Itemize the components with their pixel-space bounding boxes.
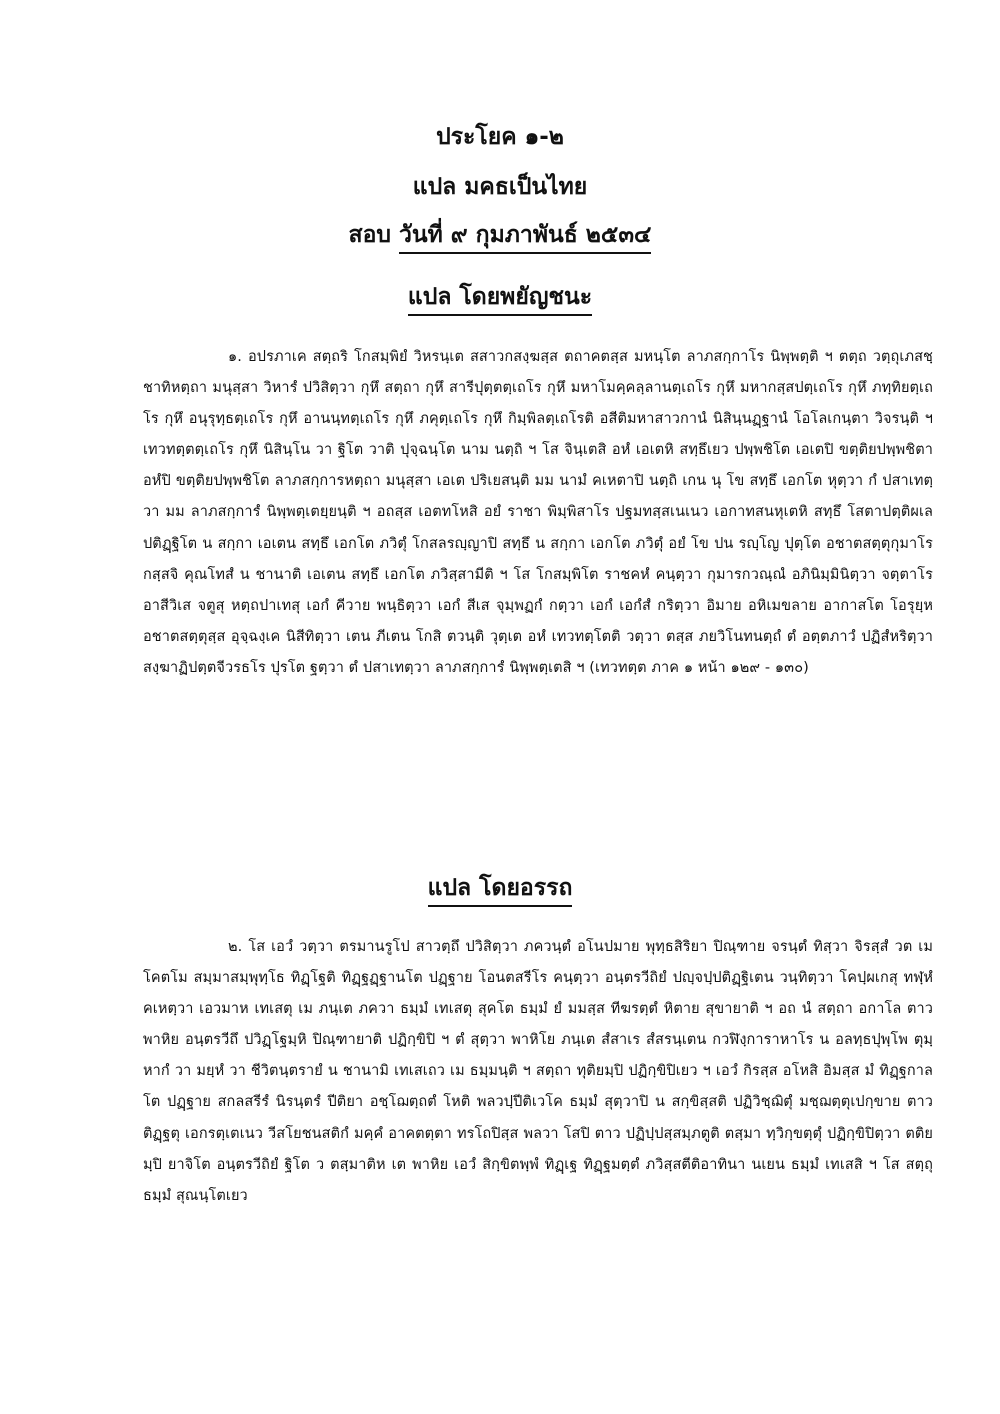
exam-date-prefix: สอบ (348, 222, 391, 248)
exam-date-heading (0, 220, 1000, 254)
section-title-literal: แปล โดยพยัญชนะ (0, 282, 1000, 316)
section-title-meaning: แปล โดยอรรถ (0, 873, 1000, 907)
exam-subject-heading: แปล มคธเป็นไทย (412, 174, 588, 200)
exam-date-value: วันที่ ๙ กุมภาพันธ์ ๒๕๓๔ (399, 220, 651, 254)
passage-1: ๑. อปรภาเค สตฺถริ โกสมฺพิยํ วิหรนฺเต สสาวกสงฺฆสฺส ตถาคตสฺส มหนฺโต ลาภสกฺกาโร นิพฺพตฺติ ฯ ตตฺถ วตฺถุเภสชฺชาทิหตฺถา มนุสฺสา วิหารํ ปวิสิตฺวา กุหึ สตฺถา กุหึ สารีปุตฺตตฺเถโร กุหึ มหาโมคฺคลฺลานตฺเถโร กุหึ มหากสฺสปตฺเถโร กุหึ ภทฺทิยตฺเถโร กุหึ อนุรุทฺธตฺเถโร กุหึ อานนฺทตฺเถโร กุหึ ภคุตฺเถโร กุหึ กิมฺพิลตฺเถโรติ อสีติมหาสาวกานํ นิสินฺนฏฺฐานํ โอโลเกนฺตา วิจรนฺติ ฯ เทวทตฺตตฺเถโร กุหึ นิสินฺโน วา ฐิโต วาติ ปุจฺฉนฺโต นาม นตฺถิ ฯ โส จินฺเตสิ อหํ เอเตหิ สทฺธึเยว ปพฺพชิโต เอเตปิ ขตฺติยปพฺพชิตา อหํปิ ขตฺติยปพฺพชิโต ลาภสกฺการหตฺถา มนุสฺสา เอเต ปริเยสนฺติ มม นามํ คเหตาปิ นตฺถิ เกน นุ โข สทฺธึ เอกโต หุตฺวา กํ ปสาเทตฺวา มม ลาภสกฺการํ นิพฺพตฺเตยฺยนฺติ ฯ อถสฺส เอตทโหสิ อยํ ราชา พิมฺพิสาโร ปฐมทสฺสเนเนว เอกาทสนหุเตหิ สทฺธึ โสตาปตฺติผเล ปติฏฺฐิโต น สกฺกา เอเตน สทฺธึ เอกโต ภวิตุํ โกสลรญฺญาปิ สทฺธึ น สกฺกา เอกโต ภวิตุํ อยํ โข ปน รญฺโญ ปุตฺโต อชาตสตฺตุกุมาโร กสฺสจิ คุณโทสํ น ชานาติ เอเตน สทฺธึ เอกโต ภวิสฺสามีติ ฯ โส โกสมฺพิโต ราชคหํ คนฺตฺวา กุมารกวณฺณํ อภินิมฺมินิตฺวา จตฺตาโร อาสีวิเส จตูสุ หตฺถปาเทสุ เอกํ คีวาย พนฺธิตฺวา เอกํ สีเส จุมฺพฏกํ กตฺวา เอกํ เอกํสํ กริตฺวา อิมาย อหิเมขลาย อากาสโต โอรุยฺห อชาตสตฺตุสฺส อุจฺฉงฺเค นิสีทิตฺวา เตน ภีเตน โกสิ ตวนฺติ วุตฺเต อหํ เทวทตฺโตติ วตฺวา ตสฺส ภยวิโนทนตฺถํ ตํ อตฺตภาวํ ปฏิสํหริตฺวา สงฺฆาฏิปตฺตจีวรธโร ปุรโต ฐตฺวา ตํ ปสาเทตฺวา ลาภสกฺการํ นิพฺพตฺเตสิ ฯ (เทวทตฺต ภาค ๑ หน้า ๑๒๙ - ๑๓๐) (143, 349, 934, 676)
passage-2: ๒. โส เอวํ วตฺวา ตรมานรูโป สาวตฺถึ ปวิสิตฺวา ภควนฺตํ อโนปมาย พุทฺธสิริยา ปิณฺฑาย จรนฺตํ ทิสฺวา จิรสฺสํ วต เม โคตโม สมฺมาสมฺพุทฺโธ ทิฏฺโฐติ ทิฏฺฐฏฺฐานโต ปฏฺฐาย โอนตสรีโร คนฺตฺวา อนฺตรวีถิยํ ปญฺจปฺปติฏฺฐิเตน วนฺทิตฺวา โคปฺผเกสุ ทฬฺหํ คเหตฺวา เอวมาห เทเสตุ เม ภนฺเต ภควา ธมฺมํ เทเสตุ สุคโต ธมฺมํ ยํ มมสฺส ทีฆรตฺตํ หิตาย สุขายาติ ฯ อถ นํ สตฺถา อกาโล ตาว พาหิย อนฺตรวีถึ ปวิฏฺโฐมฺหิ ปิณฺฑายาติ ปฏิกฺขิปิ ฯ ตํ สุตฺวา พาหิโย ภนฺเต สํสาเร สํสรนฺเตน กวฬิงฺการาหาโร น อลทฺธปุพฺโพ ตุมฺหากํ วา มยฺหํ วา ชีวิตนฺตรายํ น ชานามิ เทเสเถว เม ธมฺมนฺติ ฯ สตฺถา ทุติยมฺปิ ปฏิกฺขิปิเยว ฯ เอวํ กิรสฺส อโหสิ อิมสฺส มํ ทิฏฺฐกาลโต ปฏฺฐาย สกลสรีรํ นิรนฺตรํ ปีติยา อชฺโฌตฺถตํ โหติ พลวปฺปีติเวโค ธมฺมํ สุตฺวาปิ น สกฺขิสฺสติ ปฏิวิชฺฌิตุํ มชฺฌตฺตุเปกฺขาย ตาว ติฏฺฐตุ เอกรตฺเตเนว วีสโยชนสติกํ มคฺคํ อาคตตฺตา ทรโถปิสฺส พลวา โสปิ ตาว ปฏิปฺปสฺสมฺภตูติ ตสฺมา ทฺวิกฺขตฺตุํ ปฏิกฺขิปิตฺวา ตติยมฺปิ ยาจิโต อนฺตรวีถิยํ ฐิโต ว ตสฺมาติห เต พาหิย เอวํ สิกฺขิตพฺพํ ทิฏฺเฐ ทิฏฺฐมตฺตํ ภวิสฺสตีติอาทินา นเยน ธมฺมํ เทเสสิ ฯ โส สตฺถุ ธมฺมํ สุณนฺโตเยว (143, 939, 933, 1204)
exam-level-heading: ประโยค ๑-๒ (436, 124, 564, 150)
